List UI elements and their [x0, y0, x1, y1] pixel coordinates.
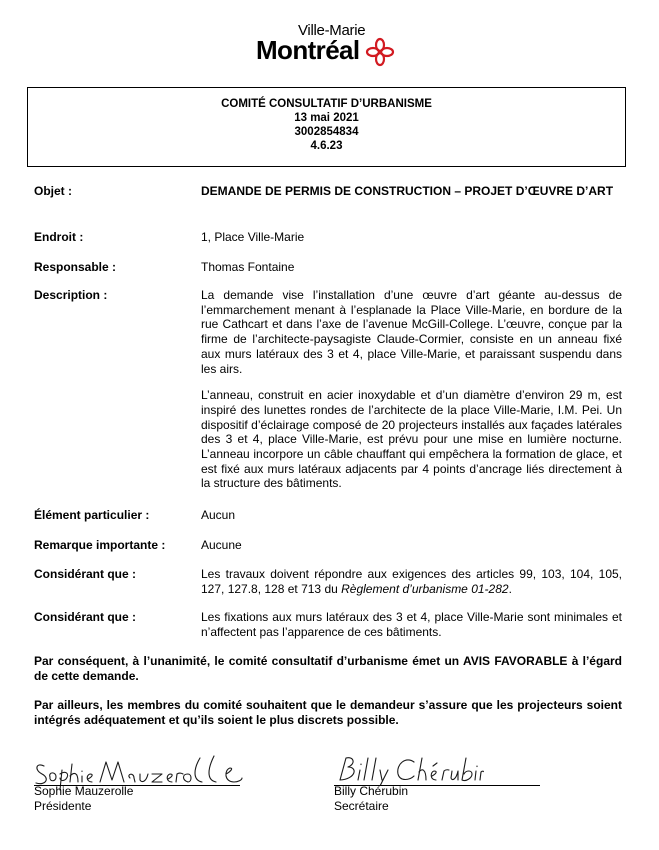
handwritten-signature-right — [334, 752, 484, 786]
signatory-name: Billy Chérubin — [334, 784, 409, 798]
agenda-item-number: 4.6.23 — [310, 140, 343, 152]
considerant-value — [201, 567, 622, 596]
ville-marie-montreal-logo — [250, 22, 420, 70]
regulation-reference: Règlement d’urbanisme 01-282 — [341, 581, 509, 596]
considerant-text: Les travaux doivent répondre aux exigences des articles 99, 103, 104, 105, 127, 127.8, 128 et 713 du — [201, 567, 622, 596]
file-number: 3002854834 — [294, 126, 359, 138]
considerant-label: Considérant que : — [34, 567, 137, 581]
element-particulier-value: Aucun — [201, 508, 236, 522]
meeting-date: 13 mai 2021 — [294, 112, 359, 124]
responsable-value: Thomas Fontaine — [201, 260, 295, 274]
endroit-label: Endroit : — [34, 230, 84, 244]
description-value — [201, 288, 622, 491]
logo-title: Montréal — [256, 35, 360, 65]
objet-value: DEMANDE DE PERMIS DE CONSTRUCTION – PROJET D’ŒUVRE D’ART — [201, 184, 614, 198]
montreal-rosette-icon — [365, 37, 395, 67]
signatory-right — [334, 784, 408, 814]
signatory-name: Sophie Mauzerolle — [34, 784, 134, 798]
conclusion-paragraph: Par conséquent, à l’unanimité, le comité consultatif d’urbanisme émet un AVIS FAVORABLE à l’égard de cette demande. — [34, 654, 622, 683]
signatory-role: Secrétaire — [334, 799, 389, 813]
responsable-label: Responsable : — [34, 260, 117, 274]
element-particulier-label: Élément particulier : — [34, 508, 150, 522]
logo-subtitle: Ville-Marie — [298, 22, 366, 39]
considerant-end: . — [508, 581, 512, 596]
remarque-importante-label: Remarque importante : — [34, 538, 166, 552]
signatory-role: Présidente — [34, 799, 92, 813]
description-paragraph: La demande vise l’installation d’une œuvre d’art géante au-dessus de l’emmarchement menant à l’esplanade la Place Ville-Marie, en bordure de la rue Cathcart et dans l’axe de l’avenue McGill-College. L’œuvre, conçue par la firme de l’architecte-paysagiste Claude-Cormier, consiste en un anneau fixé aux murs latéraux des 3 et 4, place Ville-Marie, et paraissant suspendu dans les airs. — [201, 288, 622, 376]
endroit-value: 1, Place Ville-Marie — [201, 230, 305, 244]
considerant-value: Les fixations aux murs latéraux des 3 et 4, place Ville-Marie sont minimales et n’affectent pas l’apparence de ces bâtiments. — [201, 610, 622, 639]
signatory-left — [34, 784, 133, 814]
description-label: Description : — [34, 288, 108, 302]
considerant-label: Considérant que : — [34, 610, 137, 624]
description-paragraph: L’anneau, construit en acier inoxydable et d’un diamètre d’environ 29 m, est inspiré des lunettes rondes de l’architecte de la place Ville-Marie, I.M. Pei. Un dispositif d’éclairage composé de 20 projecteurs installés aux façades latérales des 3 et 4, place Ville-Marie, est prévu pour une mise en lumière nocturne. L’anneau incorpore un câble chauffant qui empêchera la formation de glace, et est fixé aux murs latéraux adjacents par 4 points d’ancrage liés directement à la structure des bâtiments. — [201, 388, 622, 491]
conclusion-paragraph: Par ailleurs, les membres du comité souhaitent que le demandeur s’assure que les projecteurs soient intégrés adéquatement et qu’ils soient le plus discrets possible. — [34, 698, 622, 727]
committee-title: COMITÉ CONSULTATIF D’URBANISME — [221, 98, 432, 110]
objet-label: Objet : — [34, 184, 72, 198]
remarque-importante-value: Aucune — [201, 538, 242, 552]
document-header-box — [27, 87, 626, 167]
